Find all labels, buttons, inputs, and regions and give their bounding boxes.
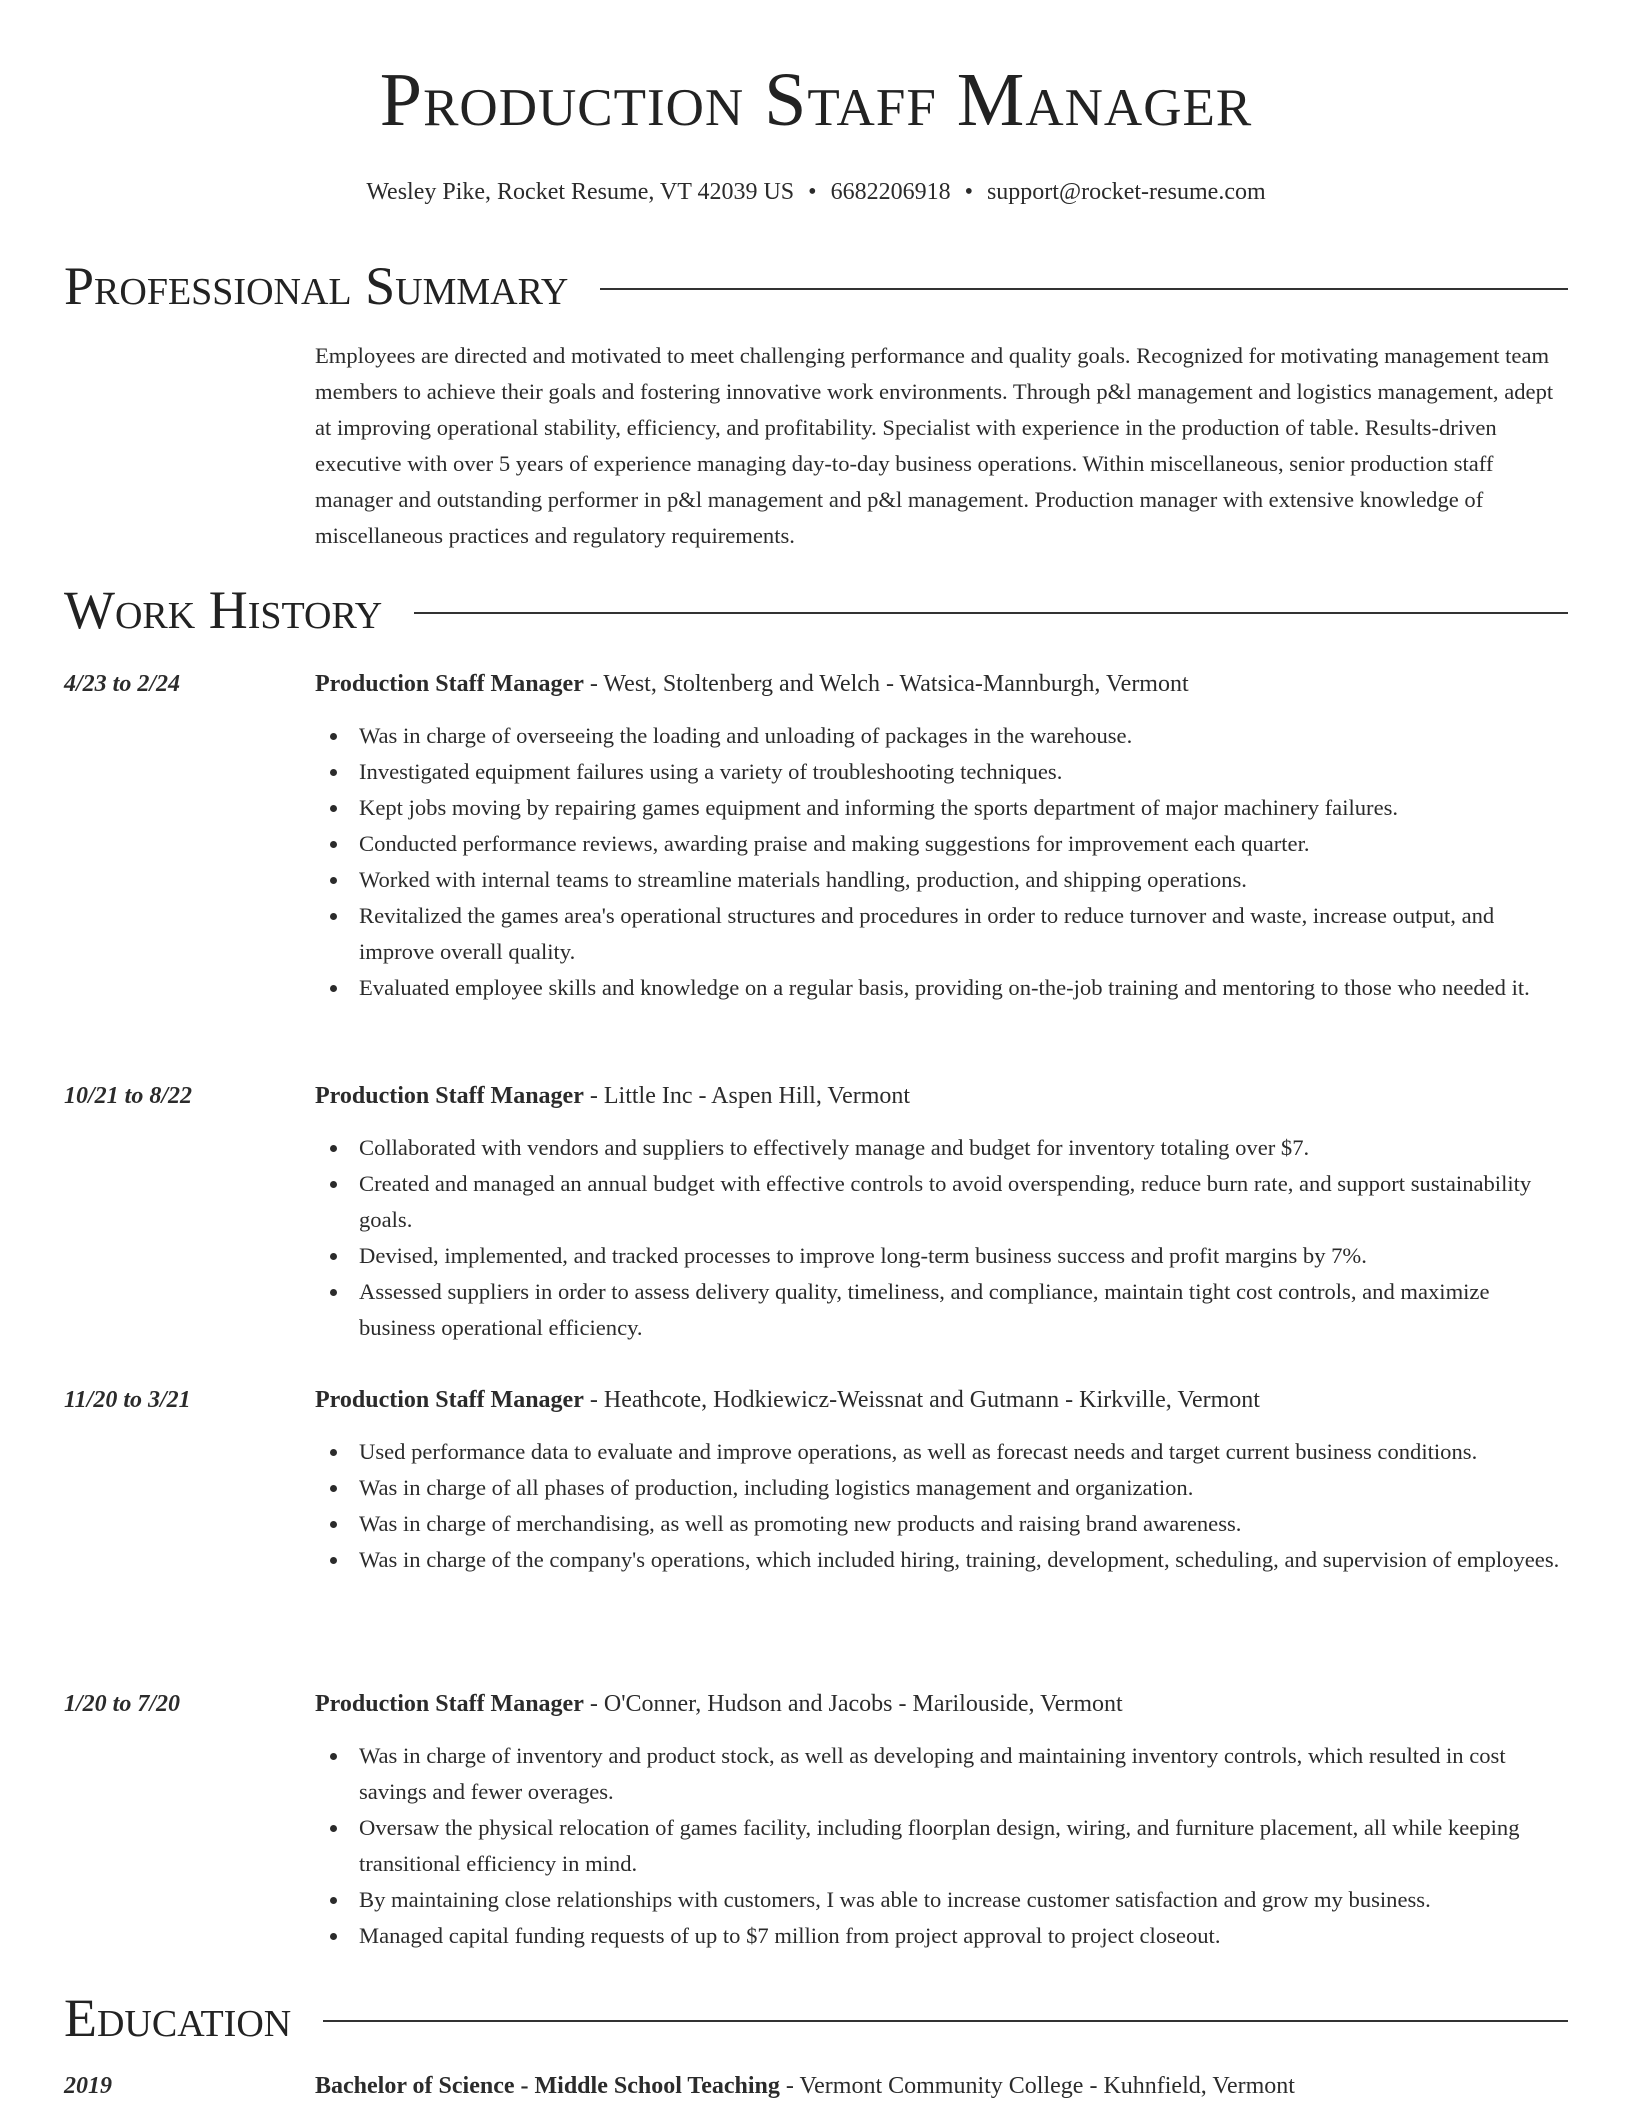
job-title: Production Staff Manager [315,1691,584,1717]
education-section-heading [64,1988,1568,2048]
contact-phone: 6682206918 [830,179,951,205]
job-bullet: Kept jobs moving by repairing games equipment and informing the sports department of major machinery failures. [315,790,1568,826]
job-heading [315,1078,910,1114]
job-bullet: By maintaining close relationships with customers, I was able to increase customer satisfaction and grow my business. [315,1882,1568,1918]
job-dates: 10/21 to 8/22 [64,1083,193,1109]
job-bullet: Evaluated employee skills and knowledge on a regular basis, providing on-the-job training and mentoring to those who needed it. [315,970,1568,1006]
job-bullet: Managed capital funding requests of up to $7 million from project approval to project closeout. [315,1918,1568,1954]
job-heading [315,1382,1260,1418]
contact-address: Wesley Pike, Rocket Resume, VT 42039 US [366,179,795,205]
section-divider [600,288,1568,290]
section-divider [323,2020,1568,2022]
job-bullet: Collaborated with vendors and suppliers to effectively manage and budget for inventory totaling over $7. [315,1130,1568,1166]
job-dates: 4/23 to 2/24 [64,671,181,697]
job-bullets [315,1130,1568,1346]
job-bullets [315,1738,1568,1954]
education-heading-line [315,2068,1295,2104]
contact-separator: • [808,179,817,205]
job-title: Production Staff Manager [315,1083,584,1109]
job-dates: 1/20 to 7/20 [64,1691,181,1717]
summary-heading: Professional Summary [64,256,569,316]
job-title: Production Staff Manager [315,671,584,697]
job-bullet: Used performance data to evaluate and improve operations, as well as forecast needs and target current business conditions. [315,1434,1568,1470]
job-bullet: Revitalized the games area's operational structures and procedures in order to reduce turnover and waste, increase output, and improve overall quality. [315,898,1568,970]
job-bullet: Created and managed an annual budget with effective controls to avoid overspending, reduce burn rate, and support sustainability goals. [315,1166,1568,1238]
job-bullet: Conducted performance reviews, awarding praise and making suggestions for improvement each quarter. [315,826,1568,862]
job-bullet: Investigated equipment failures using a variety of troubleshooting techniques. [315,754,1568,790]
education-year: 2019 [64,2073,112,2099]
job-bullet: Was in charge of inventory and product stock, as well as developing and maintaining inventory controls, which resulted in cost savings and fewer overages. [315,1738,1568,1810]
summary-text: Employees are directed and motivated to meet challenging performance and quality goals. Recognized for motivating management team members to achieve their goals and fostering innovative work environments. Through p&l management and logistics management, adept at improving operational stability, efficiency, and profitability. Specialist with experience in the production of table. Results-driven executive with over 5 years of experience managing day-to-day business operations. Within miscellaneous, senior production staff manager and outstanding performer in p&l management and p&l management. Production manager with extensive knowledge of miscellaneous practices and regulatory requirements. [315,343,1554,548]
job-company: - O'Conner, Hudson and Jacobs - Marilouside, Vermont [583,1691,1123,1717]
education-heading: Education [64,1988,292,2048]
education-degree: Bachelor of Science - Middle School Teaching [315,2073,780,2099]
job-bullet: Assessed suppliers in order to assess delivery quality, timeliness, and compliance, maintain tight cost controls, and maximize business operational efficiency. [315,1274,1568,1346]
job-bullet: Was in charge of all phases of production, including logistics management and organization. [315,1470,1568,1506]
job-bullets [315,718,1568,1006]
education-institution: - Vermont Community College - Kuhnfield, Vermont [779,2073,1295,2099]
contact-separator: • [964,179,973,205]
job-bullet: Oversaw the physical relocation of games facility, including floorplan design, wiring, and furniture placement, all while keeping transitional efficiency in mind. [315,1810,1568,1882]
summary-section-heading [64,256,1568,316]
job-bullet: Worked with internal teams to streamline materials handling, production, and shipping operations. [315,862,1568,898]
job-bullet: Devised, implemented, and tracked processes to improve long-term business success and profit margins by 7%. [315,1238,1568,1274]
job-title: Production Staff Manager [315,1387,584,1413]
contact-line [64,176,1568,208]
job-company: - Heathcote, Hodkiewicz-Weissnat and Gutmann - Kirkville, Vermont [583,1387,1260,1413]
job-heading [315,666,1189,702]
section-divider [414,612,1568,614]
job-bullet: Was in charge of merchandising, as well as promoting new products and raising brand awareness. [315,1506,1568,1542]
job-heading [315,1686,1123,1722]
job-bullet: Was in charge of the company's operations, which included hiring, training, development, scheduling, and supervision of employees. [315,1542,1568,1578]
work-history-heading: Work History [64,580,383,640]
job-company: - Little Inc - Aspen Hill, Vermont [583,1083,911,1109]
resume-title: Production Staff Manager [379,58,1253,142]
job-bullets [315,1434,1568,1578]
job-bullet: Was in charge of overseeing the loading and unloading of packages in the warehouse. [315,718,1568,754]
job-dates: 11/20 to 3/21 [64,1387,191,1413]
job-company: - West, Stoltenberg and Welch - Watsica-Mannburgh, Vermont [583,671,1189,697]
contact-email: support@rocket-resume.com [986,179,1266,205]
work-history-section-heading [64,580,1568,640]
